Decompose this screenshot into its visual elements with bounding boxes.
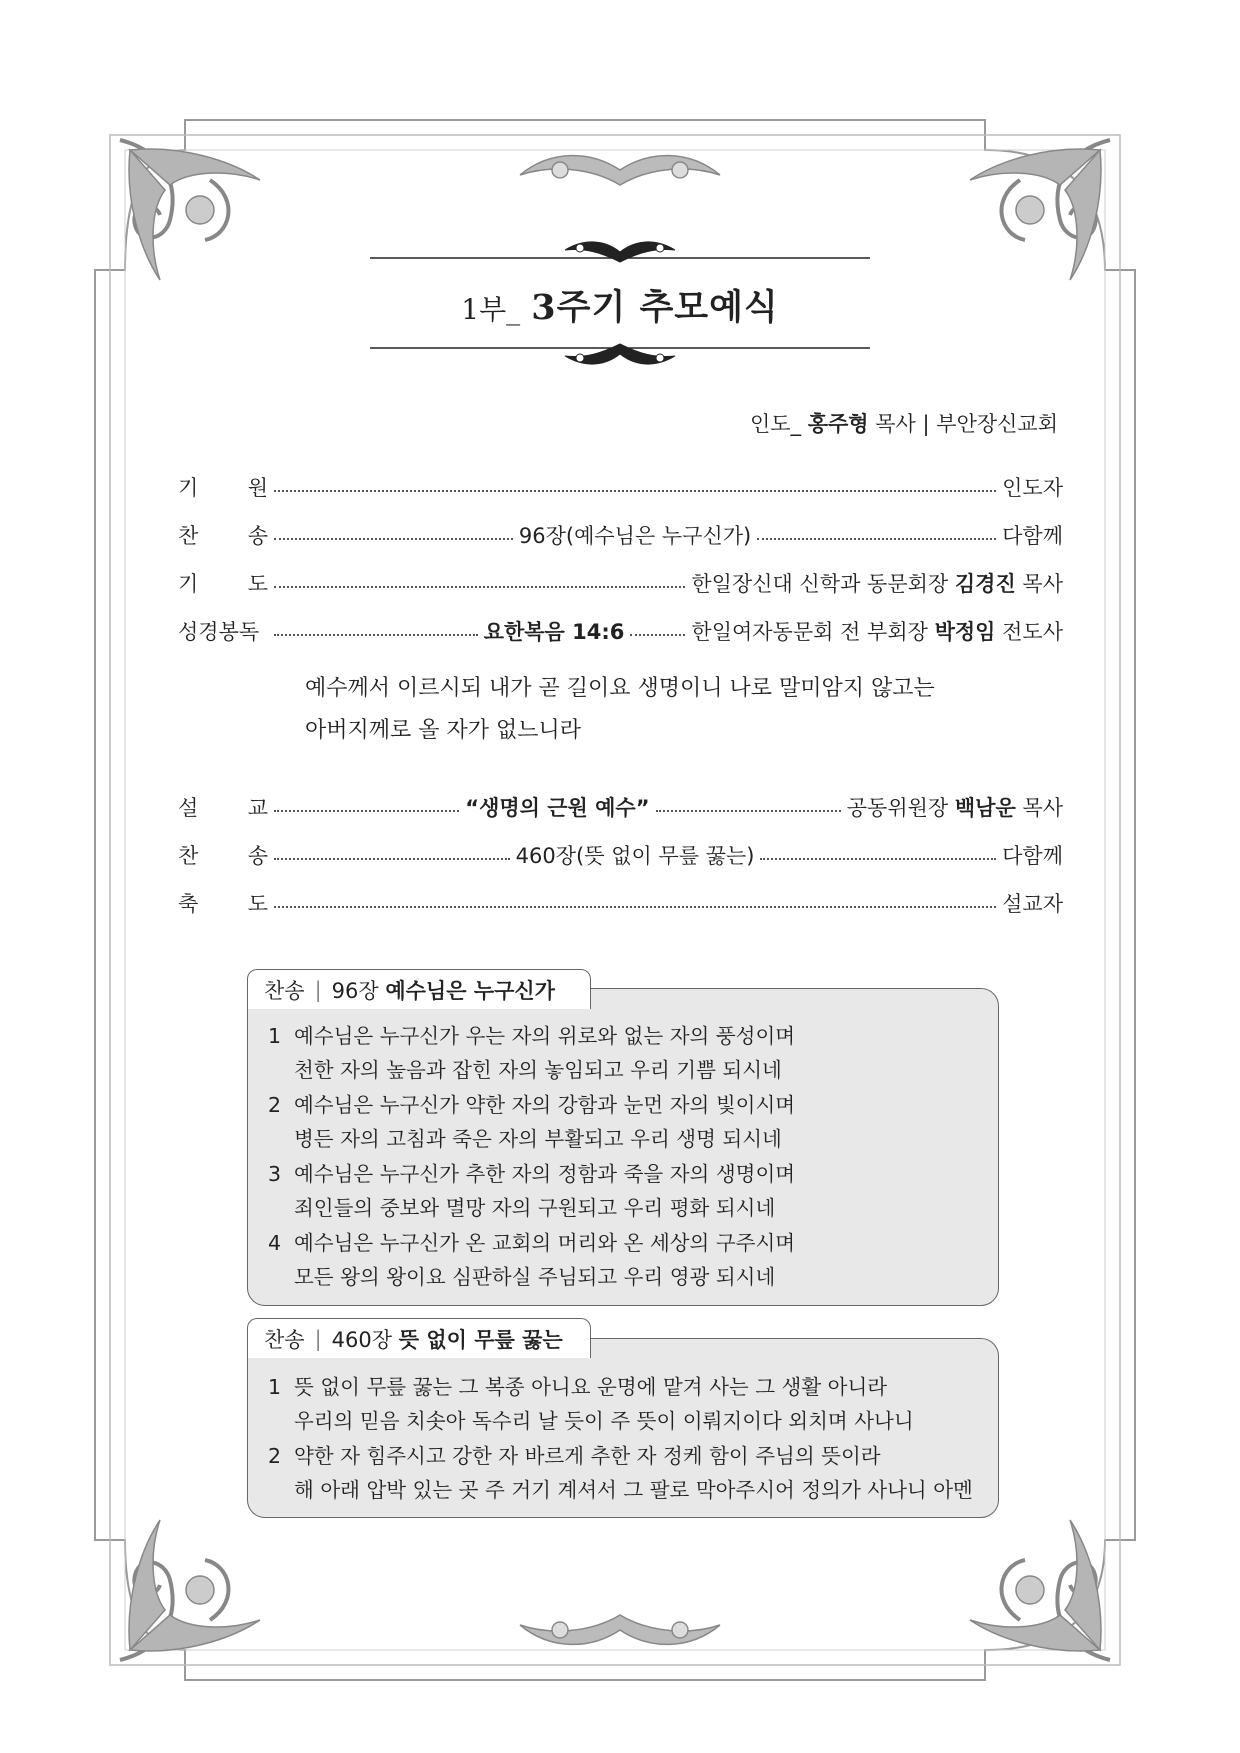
order-right: 다함께	[1002, 524, 1063, 548]
title-part: 1부_	[461, 293, 521, 326]
order-item-invocation	[178, 470, 1063, 504]
order-right: 한일여자동문회 전 부회장 박정임 전도사	[691, 620, 1063, 644]
hymn-tab-separator: |	[314, 977, 322, 1002]
order-item-scripture	[178, 614, 1063, 648]
page-title	[0, 280, 1240, 330]
order-label: 찬 송	[178, 844, 268, 868]
order-label: 설 교	[178, 796, 268, 820]
order-right: 인도자	[1002, 476, 1063, 500]
leader-name: 홍주형	[807, 412, 869, 436]
leader-role: 목사	[875, 412, 916, 436]
service-leader	[750, 408, 1058, 438]
order-right: 설교자	[1002, 892, 1063, 916]
leader-church: 부안장신교회	[936, 412, 1058, 436]
dotted-leader	[630, 634, 685, 636]
hymn-tab-number: 460장	[331, 1327, 393, 1352]
dotted-leader	[760, 858, 996, 860]
dotted-leader	[274, 906, 996, 908]
hymn-460-verse-1: 1 뜻 없이 무릎 꿇는 그 복종 아니요 운명에 맡겨 사는 그 생활 아니라 우리의 믿음 치솟아 독수리 날 듯이 주 뜻이 이뤄지이다 외치며 사나니	[268, 1375, 914, 1433]
hymn-96-tab	[247, 969, 591, 1009]
order-label: 축 도	[178, 892, 268, 916]
hymn-tab-title: 뜻 없이 무릎 꿇는	[398, 1327, 563, 1352]
hymn-96-verse-4: 4 예수님은 누구신가 온 교회의 머리와 온 세상의 구주시며 모든 왕의 왕이요 심판하실 주님되고 우리 영광 되시네	[268, 1231, 796, 1289]
hymn-96-verse-2: 2 예수님은 누구신가 약한 자의 강함과 눈먼 자의 빛이시며 병든 자의 고침과 죽은 자의 부활되고 우리 생명 되시네	[268, 1093, 796, 1151]
hymn-96-verse-1: 1 예수님은 누구신가 우는 자의 위로와 없는 자의 풍성이며 천한 자의 높음과 잡힌 자의 놓임되고 우리 기쁨 되시네	[268, 1024, 796, 1082]
title-main: 3주기 추모예식	[531, 287, 779, 328]
order-center: 요한복음 14:6	[483, 620, 625, 644]
order-label: 기 도	[178, 572, 268, 596]
hymn-460-verse-2: 2 약한 자 힘주시고 강한 자 바르게 추한 자 정케 함이 주님의 뜻이라 해 아래 압박 있는 곳 주 거기 계셔서 그 팔로 막아주시어 정의가 사나니 아멘	[268, 1444, 973, 1502]
order-center: “생명의 근원 예수”	[465, 796, 650, 820]
leader-separator: |	[922, 412, 930, 436]
dotted-leader	[274, 538, 513, 540]
hymn-tab-prefix: 찬송	[264, 978, 305, 1003]
scripture-text	[305, 668, 935, 752]
order-item-benediction	[178, 886, 1063, 920]
hymn-96-verse-3: 3 예수님은 누구신가 추한 자의 정함과 죽을 자의 생명이며 죄인들의 중보와 멸망 자의 구원되고 우리 평화 되시네	[268, 1162, 796, 1220]
hymn-460-tab	[247, 1318, 591, 1358]
order-item-sermon	[178, 790, 1063, 824]
order-item-hymn-1	[178, 518, 1063, 552]
scripture-line: 아버지께로 올 자가 없느니라	[305, 718, 582, 743]
scripture-line: 예수께서 이르시되 내가 곧 길이요 생명이니 나로 말미암지 않고는	[305, 676, 935, 701]
dotted-leader	[274, 490, 996, 492]
hymn-tab-separator: |	[314, 1326, 322, 1351]
order-label: 기 원	[178, 476, 268, 500]
order-label: 성경봉독	[178, 620, 260, 644]
order-item-prayer	[178, 566, 1063, 600]
dotted-leader	[274, 586, 685, 588]
order-right: 다함께	[1002, 844, 1063, 868]
order-label: 찬 송	[178, 524, 268, 548]
dotted-leader	[274, 858, 510, 860]
order-center: 96장(예수님은 누구신가)	[518, 524, 752, 548]
order-right: 공동위원장 백남운 목사	[846, 796, 1064, 820]
order-right: 한일장신대 신학과 동문회장 김경진 목사	[691, 572, 1063, 596]
order-center: 460장(뜻 없이 무릎 꿇는)	[515, 844, 755, 868]
leader-prefix: 인도_	[749, 412, 802, 436]
dotted-leader	[656, 810, 841, 812]
order-item-hymn-2	[178, 838, 1063, 872]
dotted-leader	[274, 634, 478, 636]
dotted-leader	[757, 538, 996, 540]
dotted-leader	[274, 810, 459, 812]
hymn-tab-title: 예수님은 누구신가	[385, 978, 555, 1003]
hymn-tab-prefix: 찬송	[264, 1327, 305, 1352]
hymn-tab-number: 96장	[331, 978, 379, 1003]
